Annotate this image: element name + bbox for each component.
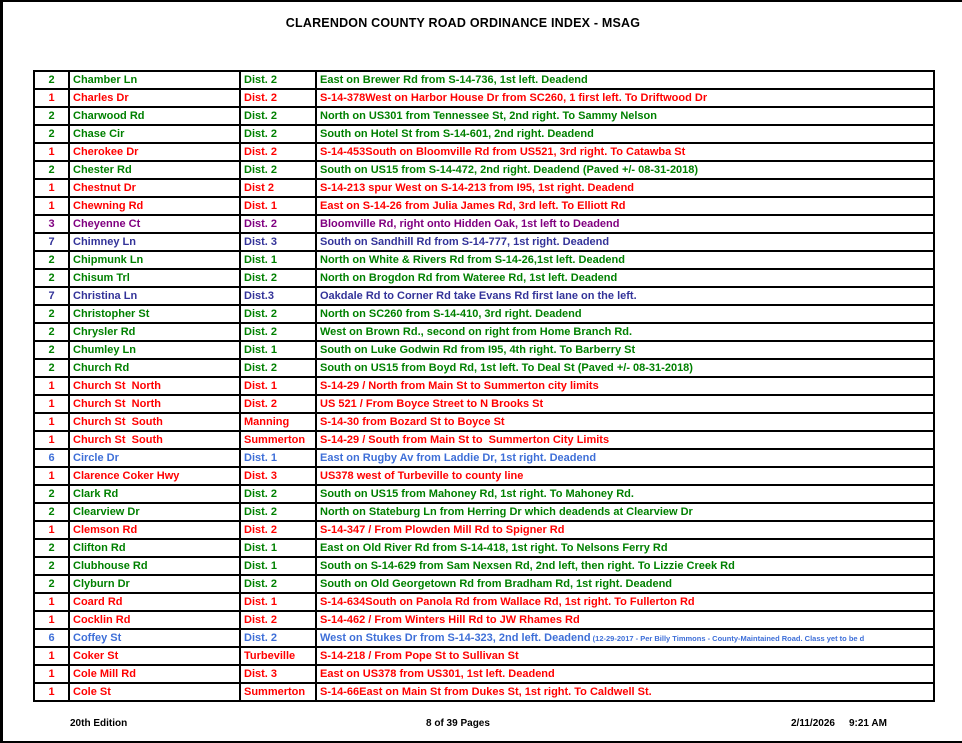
description-text: East on US378 from US301, 1st left. Deadend [320, 667, 555, 680]
description-text: East on S-14-26 from Julia James Rd, 3rd left. To Elliott Rd [320, 199, 626, 212]
description-cell [316, 431, 934, 449]
description-text: East on Rugby Av from Laddie Dr, 1st right. Deadend [320, 451, 597, 464]
road-name-cell: Chrysler Rd [69, 323, 240, 341]
road-name-cell: Cole Mill Rd [69, 665, 240, 683]
road-name-cell: Christina Ln [69, 287, 240, 305]
description-cell [316, 143, 934, 161]
description-cell [316, 287, 934, 305]
description-cell [316, 71, 934, 89]
table-row [34, 413, 934, 431]
district-cell: Dist 2 [240, 179, 316, 197]
district-cell: Summerton [240, 431, 316, 449]
district-cell: Dist. 2 [240, 611, 316, 629]
table-body [34, 71, 934, 701]
district-cell: Dist. 2 [240, 89, 316, 107]
road-name-cell: Chase Cir [69, 125, 240, 143]
description-cell [316, 539, 934, 557]
description-cell [316, 161, 934, 179]
description-cell [316, 179, 934, 197]
table-row [34, 269, 934, 287]
page-number: 8 of 39 Pages [426, 718, 490, 729]
table-row [34, 197, 934, 215]
district-cell: Dist. 2 [240, 107, 316, 125]
table-row [34, 107, 934, 125]
road-name-cell: Chimney Ln [69, 233, 240, 251]
description-text: West on Stukes Dr from S-14-323, 2nd left. Deadend [320, 631, 591, 644]
row-count-cell: 7 [34, 233, 69, 251]
road-name-cell: Charles Dr [69, 89, 240, 107]
table-row [34, 215, 934, 233]
district-cell: Dist. 1 [240, 197, 316, 215]
description-text: South on Old Georgetown Rd from Bradham Rd, 1st right. Deadend [320, 577, 673, 590]
district-cell: Dist. 1 [240, 341, 316, 359]
table-row [34, 503, 934, 521]
description-text: East on Brewer Rd from S-14-736, 1st left. Deadend [320, 73, 588, 86]
row-count-cell: 2 [34, 323, 69, 341]
row-count-cell: 1 [34, 395, 69, 413]
table-row [34, 89, 934, 107]
road-name-cell: Coker St [69, 647, 240, 665]
description-cell [316, 485, 934, 503]
road-name-cell: Chipmunk Ln [69, 251, 240, 269]
road-name-cell: Clark Rd [69, 485, 240, 503]
row-count-cell: 2 [34, 485, 69, 503]
district-cell: Dist. 2 [240, 125, 316, 143]
description-cell [316, 395, 934, 413]
row-count-cell: 2 [34, 359, 69, 377]
road-name-cell: Circle Dr [69, 449, 240, 467]
road-name-cell: Chewning Rd [69, 197, 240, 215]
description-text: S-14-378West on Harbor House Dr from SC260, 1 first left. To Driftwood Dr [320, 91, 708, 104]
date-label: 2/11/2026 [791, 718, 835, 729]
table-row [34, 161, 934, 179]
district-cell: Dist. 2 [240, 575, 316, 593]
description-note: (12-29-2017 - Per Billy Timmons - County-Maintained Road. Class yet to be d [590, 633, 865, 643]
description-cell [316, 125, 934, 143]
row-count-cell: 2 [34, 575, 69, 593]
road-name-cell: Church St North [69, 395, 240, 413]
table-row [34, 485, 934, 503]
road-name-cell: Christopher St [69, 305, 240, 323]
row-count-cell: 2 [34, 251, 69, 269]
description-text: S-14-453South on Bloomville Rd from US521, 3rd right. To Catawba St [320, 145, 686, 158]
road-name-cell: Clemson Rd [69, 521, 240, 539]
description-cell [316, 215, 934, 233]
table-row [34, 665, 934, 683]
table-row [34, 287, 934, 305]
description-cell [316, 377, 934, 395]
row-count-cell: 2 [34, 269, 69, 287]
description-cell [316, 557, 934, 575]
road-name-cell: Cole St [69, 683, 240, 701]
description-text: North on SC260 from S-14-410, 3rd right. Deadend [320, 307, 582, 320]
page-footer [3, 716, 962, 736]
description-cell [316, 197, 934, 215]
description-text: South on S-14-629 from Sam Nexsen Rd, 2nd left, then right. To Lizzie Creek Rd [320, 559, 735, 572]
description-text: US378 west of Turbeville to county line [320, 469, 524, 482]
table-row [34, 539, 934, 557]
table-row [34, 341, 934, 359]
district-cell: Dist. 3 [240, 467, 316, 485]
row-count-cell: 1 [34, 197, 69, 215]
table-row [34, 179, 934, 197]
description-cell [316, 251, 934, 269]
description-cell [316, 521, 934, 539]
table-row [34, 683, 934, 701]
road-name-cell: Charwood Rd [69, 107, 240, 125]
description-text: S-14-213 spur West on S-14-213 from I95, 1st right. Deadend [320, 181, 635, 194]
district-cell: Dist. 2 [240, 161, 316, 179]
district-cell: Summerton [240, 683, 316, 701]
road-name-cell: Clearview Dr [69, 503, 240, 521]
description-text: S-14-218 / From Pope St to Sullivan St [320, 649, 519, 662]
description-text: South on Luke Godwin Rd from I95, 4th right. To Barberry St [320, 343, 636, 356]
page-title: CLARENDON COUNTY ROAD ORDINANCE INDEX - MSAG [285, 16, 641, 30]
road-name-cell: Clyburn Dr [69, 575, 240, 593]
row-count-cell: 2 [34, 161, 69, 179]
table-row [34, 521, 934, 539]
description-cell [316, 629, 934, 647]
row-count-cell: 1 [34, 143, 69, 161]
district-cell: Dist. 1 [240, 377, 316, 395]
district-cell: Dist. 3 [240, 665, 316, 683]
row-count-cell: 2 [34, 107, 69, 125]
district-cell: Dist. 1 [240, 593, 316, 611]
road-name-cell: Church St South [69, 413, 240, 431]
district-cell: Dist. 1 [240, 251, 316, 269]
road-name-cell: Chamber Ln [69, 71, 240, 89]
table-row [34, 233, 934, 251]
description-text: South on US15 from Boyd Rd, 1st left. To Deal St (Paved +/- 08-31-2018) [320, 361, 693, 374]
description-text: S-14-66East on Main St from Dukes St, 1st right. To Caldwell St. [320, 685, 652, 698]
row-count-cell: 1 [34, 89, 69, 107]
district-cell: Dist. 2 [240, 215, 316, 233]
description-text: South on Sandhill Rd from S-14-777, 1st right. Deadend [320, 235, 610, 248]
row-count-cell: 2 [34, 71, 69, 89]
table-row [34, 593, 934, 611]
description-cell [316, 233, 934, 251]
road-name-cell: Coffey St [69, 629, 240, 647]
road-name-cell: Church St North [69, 377, 240, 395]
table-row [34, 125, 934, 143]
description-cell [316, 467, 934, 485]
district-cell: Dist. 2 [240, 323, 316, 341]
time-label: 9:21 AM [848, 718, 887, 729]
row-count-cell: 2 [34, 305, 69, 323]
district-cell: Dist. 2 [240, 395, 316, 413]
table-row [34, 575, 934, 593]
description-text: North on Stateburg Ln from Herring Dr which deadends at Clearview Dr [320, 505, 693, 518]
table-row [34, 629, 934, 647]
road-name-cell: Chestnut Dr [69, 179, 240, 197]
table-row [34, 359, 934, 377]
description-cell [316, 647, 934, 665]
description-cell [316, 665, 934, 683]
row-count-cell: 2 [34, 341, 69, 359]
district-cell: Turbeville [240, 647, 316, 665]
description-text: S-14-347 / From Plowden Mill Rd to Spigner Rd [320, 523, 565, 536]
road-name-cell: Church St South [69, 431, 240, 449]
description-text: S-14-29 / North from Main St to Summerton city limits [320, 379, 599, 392]
description-cell [316, 413, 934, 431]
row-count-cell: 1 [34, 467, 69, 485]
description-cell [316, 503, 934, 521]
road-name-cell: Cocklin Rd [69, 611, 240, 629]
row-count-cell: 2 [34, 557, 69, 575]
description-cell [316, 341, 934, 359]
road-name-cell: Chester Rd [69, 161, 240, 179]
row-count-cell: 2 [34, 503, 69, 521]
district-cell: Dist. 2 [240, 521, 316, 539]
row-count-cell: 1 [34, 431, 69, 449]
road-index-table [33, 70, 935, 702]
description-cell [316, 323, 934, 341]
row-count-cell: 2 [34, 539, 69, 557]
road-name-cell: Coard Rd [69, 593, 240, 611]
row-count-cell: 1 [34, 413, 69, 431]
road-name-cell: Cherokee Dr [69, 143, 240, 161]
district-cell: Dist. 1 [240, 539, 316, 557]
district-cell: Dist. 2 [240, 629, 316, 647]
date-time [791, 718, 887, 729]
table-row [34, 467, 934, 485]
road-name-cell: Clubhouse Rd [69, 557, 240, 575]
row-count-cell: 1 [34, 179, 69, 197]
description-text: Bloomville Rd, right onto Hidden Oak, 1st left to Deadend [320, 217, 620, 230]
row-count-cell: 1 [34, 647, 69, 665]
description-text: Oakdale Rd to Corner Rd take Evans Rd first lane on the left. [320, 289, 637, 302]
district-cell: Dist. 2 [240, 485, 316, 503]
row-count-cell: 1 [34, 377, 69, 395]
table-row [34, 395, 934, 413]
district-cell: Dist. 1 [240, 449, 316, 467]
table-row [34, 71, 934, 89]
description-cell [316, 89, 934, 107]
table-row [34, 647, 934, 665]
description-text: US 521 / From Boyce Street to N Brooks St [320, 397, 544, 410]
table-row [34, 377, 934, 395]
description-text: South on US15 from S-14-472, 2nd right. Deadend (Paved +/- 08-31-2018) [320, 163, 699, 176]
row-count-cell: 1 [34, 683, 69, 701]
description-text: North on US301 from Tennessee St, 2nd right. To Sammy Nelson [320, 109, 657, 122]
row-count-cell: 1 [34, 665, 69, 683]
row-count-cell: 1 [34, 611, 69, 629]
table-row [34, 323, 934, 341]
district-cell: Dist. 2 [240, 305, 316, 323]
district-cell: Dist. 2 [240, 269, 316, 287]
table-row [34, 449, 934, 467]
description-cell [316, 359, 934, 377]
district-cell: Dist. 2 [240, 503, 316, 521]
description-text: S-14-29 / South from Main St to Summerton City Limits [320, 433, 610, 446]
district-cell: Dist. 2 [240, 71, 316, 89]
table-row [34, 143, 934, 161]
description-cell [316, 305, 934, 323]
description-text: West on Brown Rd., second on right from Home Branch Rd. [320, 325, 633, 338]
description-cell [316, 449, 934, 467]
row-count-cell: 1 [34, 521, 69, 539]
description-cell [316, 269, 934, 287]
district-cell: Manning [240, 413, 316, 431]
district-cell: Dist. 2 [240, 143, 316, 161]
table-row [34, 557, 934, 575]
road-name-cell: Chisum Trl [69, 269, 240, 287]
description-cell [316, 683, 934, 701]
table-row [34, 611, 934, 629]
row-count-cell: 6 [34, 449, 69, 467]
description-text: North on White & Rivers Rd from S-14-26,1st left. Deadend [320, 253, 625, 266]
description-cell [316, 107, 934, 125]
district-cell: Dist. 3 [240, 233, 316, 251]
description-text: North on Brogdon Rd from Wateree Rd, 1st left. Deadend [320, 271, 618, 284]
road-name-cell: Cheyenne Ct [69, 215, 240, 233]
description-text: South on US15 from Mahoney Rd, 1st right. To Mahoney Rd. [320, 487, 634, 500]
description-text: South on Hotel St from S-14-601, 2nd right. Deadend [320, 127, 594, 140]
description-cell [316, 593, 934, 611]
road-name-cell: Church Rd [69, 359, 240, 377]
row-count-cell: 6 [34, 629, 69, 647]
description-cell [316, 611, 934, 629]
row-count-cell: 3 [34, 215, 69, 233]
road-name-cell: Clarence Coker Hwy [69, 467, 240, 485]
district-cell: Dist.3 [240, 287, 316, 305]
road-name-cell: Chumley Ln [69, 341, 240, 359]
description-cell [316, 575, 934, 593]
description-text: East on Old River Rd from S-14-418, 1st right. To Nelsons Ferry Rd [320, 541, 668, 554]
district-cell: Dist. 1 [240, 557, 316, 575]
edition-label: 20th Edition [70, 718, 128, 729]
table-row [34, 251, 934, 269]
table-row [34, 431, 934, 449]
description-text: S-14-634South on Panola Rd from Wallace Rd, 1st right. To Fullerton Rd [320, 595, 695, 608]
row-count-cell: 2 [34, 125, 69, 143]
description-text: S-14-30 from Bozard St to Boyce St [320, 415, 505, 428]
table-row [34, 305, 934, 323]
road-name-cell: Clifton Rd [69, 539, 240, 557]
row-count-cell: 1 [34, 593, 69, 611]
description-text: S-14-462 / From Winters Hill Rd to JW Rhames Rd [320, 613, 580, 626]
row-count-cell: 7 [34, 287, 69, 305]
district-cell: Dist. 2 [240, 359, 316, 377]
